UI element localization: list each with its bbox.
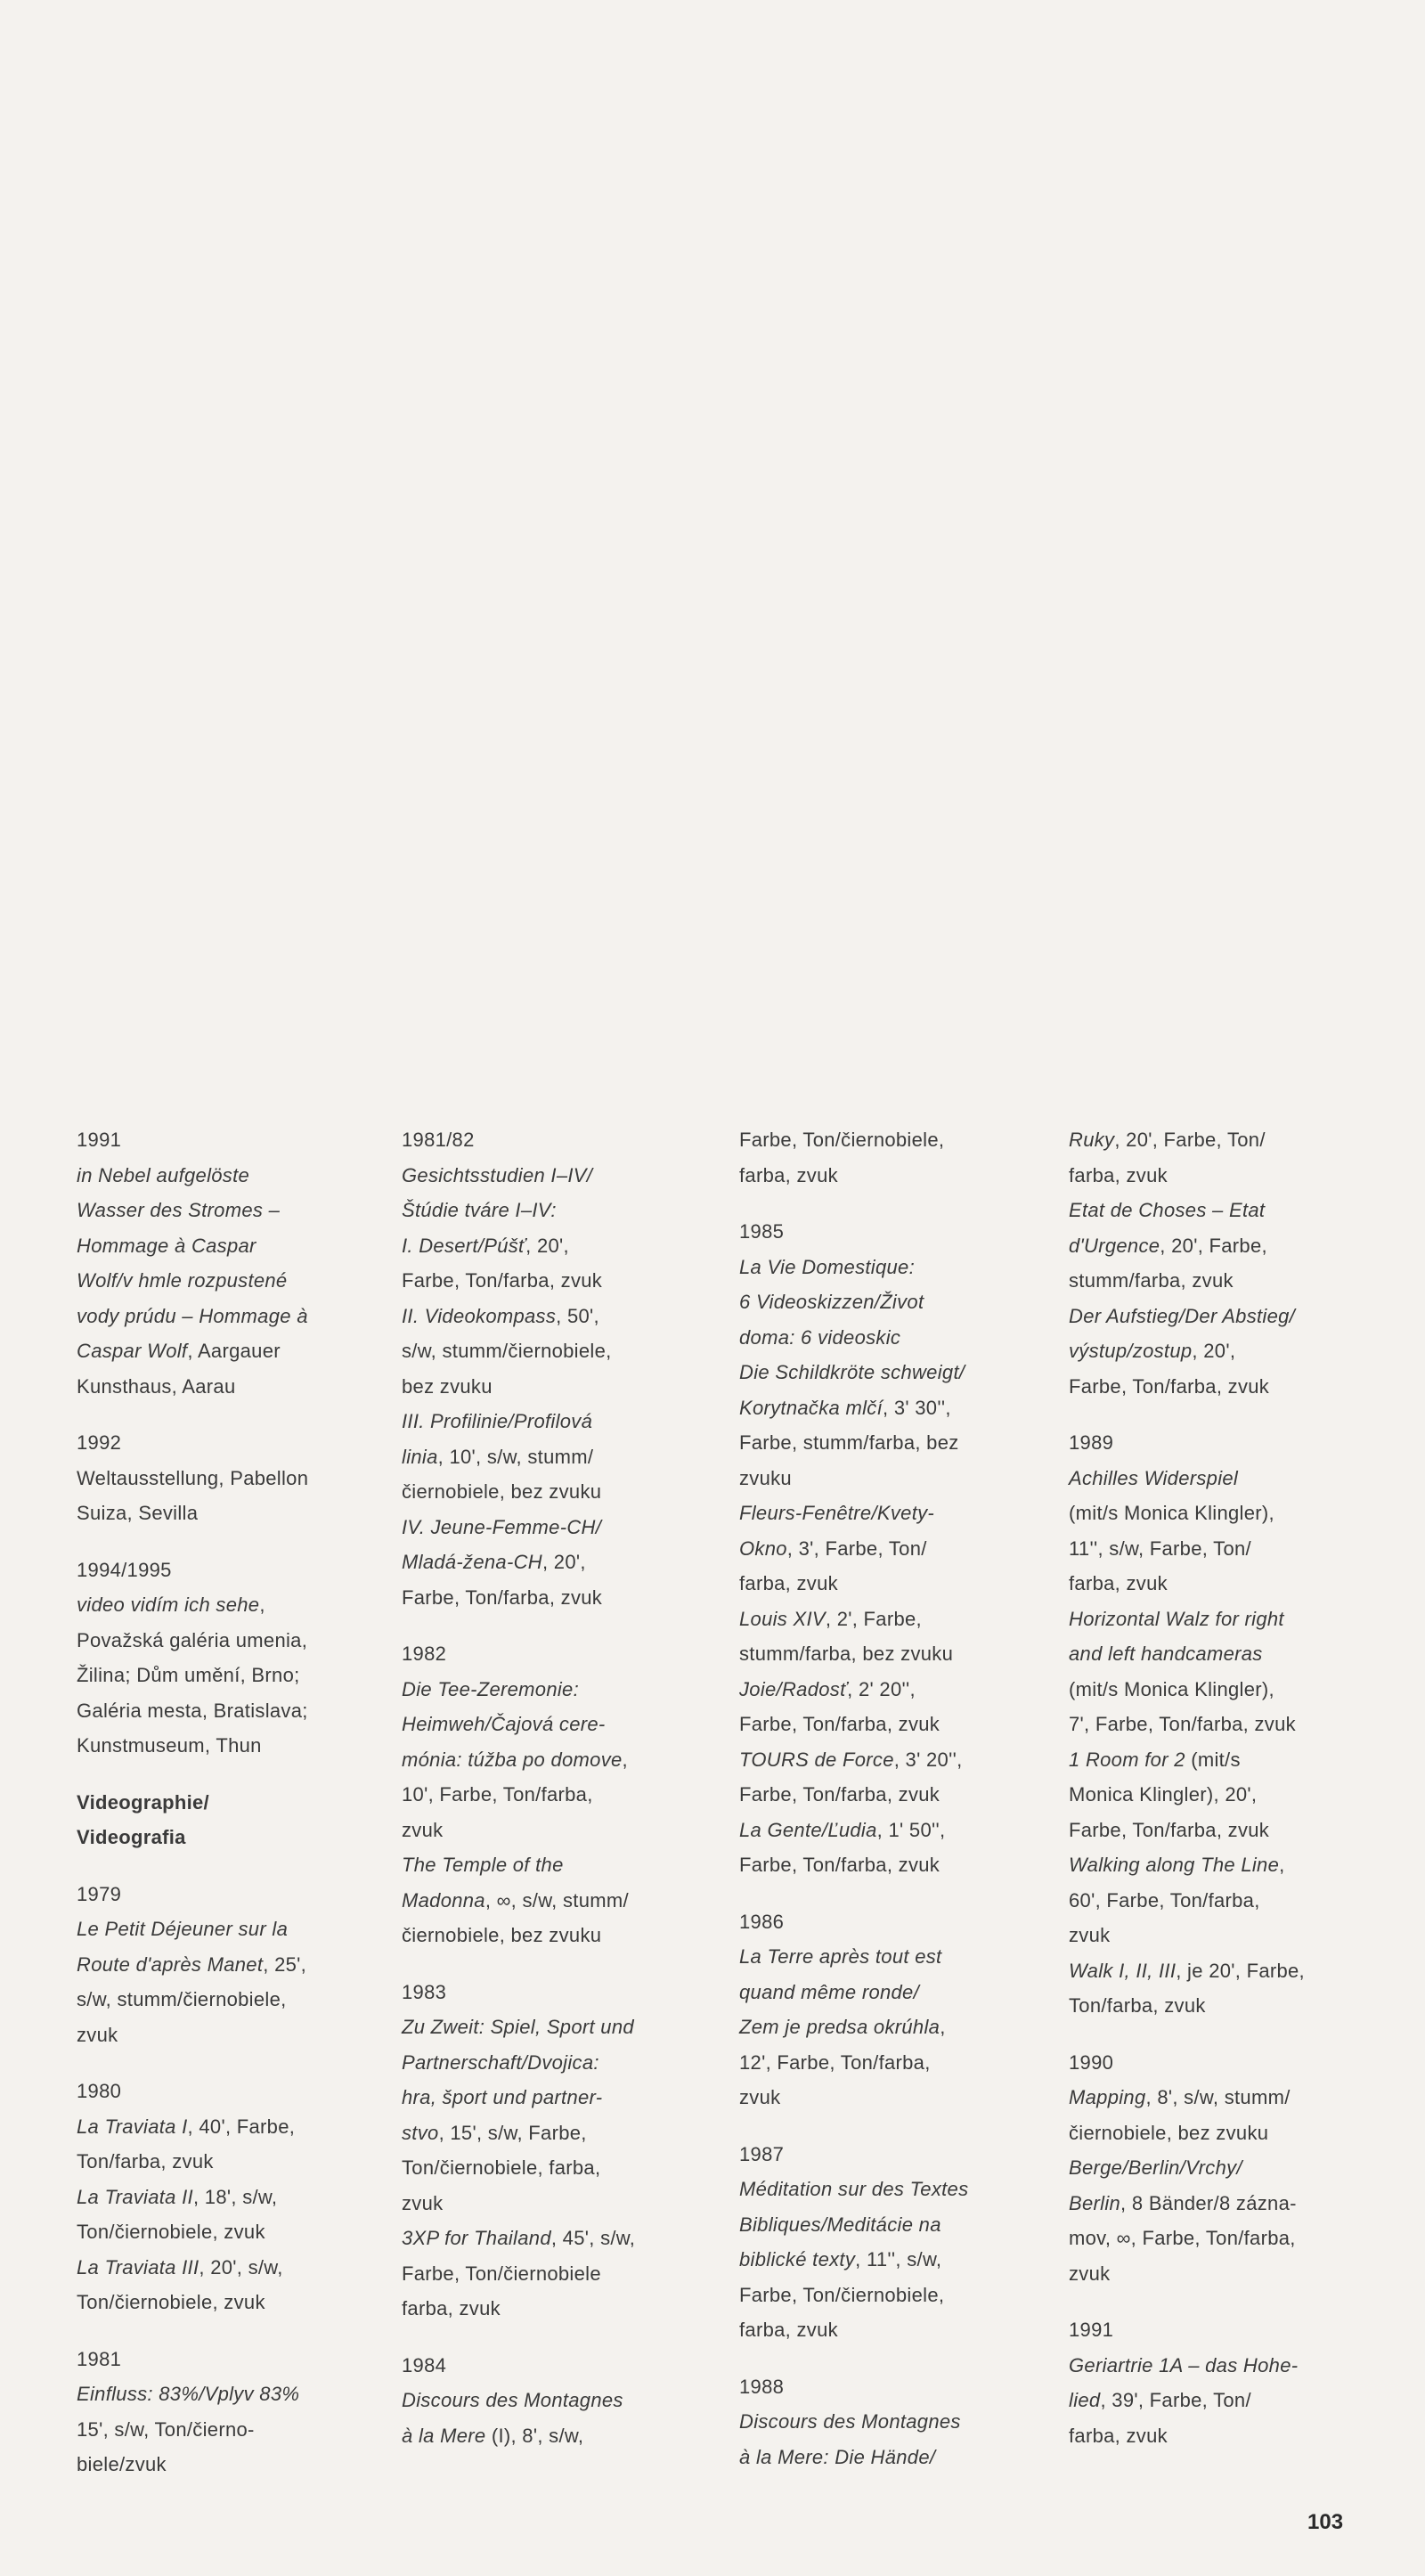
entry-line: farba, zvuk [739, 1572, 838, 1594]
entry-line: Farbe, Ton/farba, zvuk [739, 1783, 940, 1806]
entry-block [402, 1122, 696, 1615]
entry-line [402, 1742, 696, 1778]
detail-text: , 3', Farbe, Ton/ [786, 1537, 927, 1560]
entry-line: Die Schildkröte schweigt/ [739, 1361, 965, 1383]
year-heading: 1992 [77, 1431, 122, 1454]
entry-line: Farbe, Ton/farba, zvuk [739, 1713, 940, 1735]
entry-line: farba, zvuk [1069, 1572, 1168, 1594]
section-heading: Videografia [77, 1826, 186, 1848]
entry-line: zvuk [1069, 1924, 1111, 1946]
entry-line: Méditation sur des Textes [739, 2178, 969, 2200]
entry-line [402, 2418, 696, 2454]
detail-text: , 8', s/w, stumm/ [1145, 2086, 1291, 2108]
detail-text: , [259, 1594, 265, 1616]
year-heading: 1980 [77, 2080, 122, 2102]
entry-line: Berge/Berlin/Vrchy/ [1069, 2156, 1242, 2179]
entry-line: farba, zvuk [402, 2297, 501, 2319]
entry-line: Die Tee-Zeremonie: [402, 1677, 580, 1700]
entry-line: farba, zvuk [1069, 1163, 1168, 1186]
year-heading: 1994/1995 [77, 1558, 172, 1581]
entry-line: Ton/farba, zvuk [77, 2150, 214, 2172]
detail-text: (mit/s [1185, 1748, 1241, 1771]
entry-line: Kunsthaus, Aarau [77, 1374, 236, 1398]
entry-line: quand même ronde/ [739, 1980, 920, 2003]
entry-line [1069, 1742, 1363, 1778]
entry-block [739, 1214, 1033, 1883]
entry-line: čiernobiele, bez zvuku [402, 1924, 602, 1946]
entry-line: The Temple of the [402, 1854, 564, 1876]
entry-block [1069, 1425, 1363, 2024]
title-text: Zem je predsa okrúhla [739, 2016, 940, 2038]
title-text: Walking along The Line [1069, 1854, 1280, 1876]
entry-line: stumm/farba, bez zvuku [739, 1643, 954, 1665]
title-text: Mladá-žena-CH [402, 1551, 542, 1573]
entry-line: zvuk [1069, 2262, 1111, 2285]
entry-line: čiernobiele, bez zvuku [402, 1480, 602, 1503]
entry-line: vody prúdu – Hommage à [77, 1304, 308, 1327]
title-text: 3XP for Thailand [402, 2227, 551, 2249]
entry-line: à la Mere: Die Hände/ [739, 2445, 936, 2468]
entry-line [1069, 2383, 1363, 2418]
title-text: Caspar Wolf [77, 1340, 188, 1362]
title-text: I. Desert/Púšť [402, 1234, 526, 1257]
detail-text: , 25', [263, 1952, 307, 1976]
entry-line: Farbe, Ton/farba, zvuk [402, 1586, 603, 1609]
detail-text: , 39', Farbe, Ton/ [1100, 2389, 1251, 2411]
entry-line: Heimweh/Čajová cere- [402, 1713, 606, 1735]
year-heading: 1981/82 [402, 1129, 475, 1151]
entry-line: 60', Farbe, Ton/farba, [1069, 1888, 1260, 1912]
text-column-1 [77, 1122, 370, 2504]
entry-block [77, 1122, 370, 1404]
entry-line: Wolf/v hmle rozpustené [77, 1269, 288, 1292]
page-number: 103 [1307, 2510, 1344, 2534]
entry-line: mov, ∞, Farbe, Ton/farba, [1069, 2227, 1296, 2249]
entry-line [402, 1299, 696, 1334]
entry-line: 7', Farbe, Ton/farba, zvuk [1069, 1713, 1296, 1735]
year-heading: 1983 [402, 1980, 447, 2003]
title-text: Korytnačka mlčí [739, 1396, 883, 1419]
entry-line [402, 1228, 696, 1264]
entry-block [77, 1877, 370, 2053]
detail-text: , 11'', s/w, [855, 2248, 942, 2270]
entry-line: Monica Klingler), 20', [1069, 1783, 1258, 1806]
detail-text: , 45', s/w, [550, 2227, 636, 2249]
title-text: d'Urgence [1069, 1234, 1160, 1257]
title-text: Walk I, II, III [1069, 1959, 1177, 1982]
entry-block [77, 1553, 370, 1764]
entry-line: III. Profilinie/Profilová [402, 1410, 593, 1432]
title-text: Okno [739, 1537, 787, 1560]
detail-text: (I), 8', s/w, [485, 2424, 584, 2447]
entry-line: IV. Jeune-Femme-CH/ [402, 1515, 602, 1538]
entry-line [1069, 1953, 1363, 1989]
title-text: La Gente/Ľudia [739, 1818, 877, 1841]
title-text: à la Mere [402, 2424, 486, 2447]
entry-block [402, 1636, 696, 1953]
title-text: Mapping [1069, 2086, 1146, 2108]
year-heading: 1979 [77, 1882, 122, 1905]
entry-line [402, 2221, 696, 2256]
entry-line [402, 1883, 696, 1919]
text-column-2 [402, 1122, 696, 2474]
entry-block [739, 2369, 1033, 2475]
detail-text: , [622, 1748, 628, 1771]
entry-line [77, 1947, 370, 1983]
detail-text: , 3' 30'', [883, 1396, 951, 1419]
entry-line: Farbe, Ton/farba, zvuk [1069, 1374, 1270, 1398]
entry-line [77, 2180, 370, 2215]
entry-line: Suiza, Sevilla [77, 1502, 199, 1524]
entry-line: Ton/čiernobiele, zvuk [77, 2221, 265, 2243]
detail-text: , 2' 20'', [847, 1677, 916, 1700]
title-text: La Traviata II [77, 2185, 193, 2208]
entry-line [739, 1390, 1033, 1426]
detail-text: , 8 Bänder/8 zázna- [1120, 2191, 1297, 2214]
entry-line: Ton/farba, zvuk [1069, 1994, 1206, 2017]
entry-line: Farbe, Ton/čiernobiele, [739, 1129, 945, 1151]
entry-line: in Nebel aufgelöste [77, 1163, 250, 1186]
entry-line: 10', Farbe, Ton/farba, [402, 1783, 593, 1806]
entry-line: Farbe, Ton/farba, zvuk [1069, 1818, 1270, 1841]
title-text: TOURS de Force [739, 1748, 894, 1771]
detail-text: , 20', Farbe, Ton/ [1114, 1129, 1266, 1151]
year-heading: 1987 [739, 2142, 785, 2165]
title-text: Joie/Radosť [739, 1677, 848, 1700]
entry-line: Zu Zweit: Spiel, Sport und [402, 2016, 634, 2038]
entry-block [77, 2074, 370, 2320]
entry-line: zvuk [402, 1818, 444, 1841]
entry-line: Partnerschaft/Dvojica: [402, 2050, 599, 2074]
entry-line: Farbe, Ton/čiernobiele, [739, 2283, 945, 2306]
entry-line: zvuk [402, 2191, 444, 2214]
title-text: mónia: túžba po domove [402, 1748, 623, 1771]
detail-text: , 20', s/w, [199, 2255, 283, 2278]
detail-text: , je 20', Farbe, [1176, 1959, 1305, 1982]
entry-line: Der Aufstieg/Der Abstieg/ [1069, 1304, 1296, 1327]
entry-line [1069, 2080, 1363, 2115]
entry-line [739, 1672, 1033, 1708]
detail-text: , 50', [556, 1304, 599, 1327]
detail-text: , 10', s/w, stumm/ [437, 1445, 594, 1468]
entry-line: Hommage à Caspar [77, 1234, 256, 1257]
title-text: Madonna [402, 1888, 485, 1912]
entry-line [1069, 1228, 1363, 1264]
entry-line: čiernobiele, bez zvuku [1069, 2121, 1269, 2144]
entry-line [77, 2250, 370, 2286]
entry-line: bez zvuku [402, 1374, 493, 1398]
entry-line: Horizontal Walz for right [1069, 1607, 1284, 1630]
entry-line: farba, zvuk [1069, 2424, 1168, 2447]
entry-line: Discours des Montagnes [402, 2389, 623, 2411]
entry-line: Galéria mesta, Bratislava; [77, 1699, 308, 1722]
entry-line [1069, 1333, 1363, 1369]
entry-line: Fleurs-Fenêtre/Kvety- [739, 1502, 935, 1524]
entry-line: zvuk [77, 2023, 118, 2046]
year-heading: 1986 [739, 1910, 785, 1933]
title-text: lied [1069, 2389, 1101, 2411]
entry-line: biele/zvuk [77, 2453, 167, 2475]
entry-block [77, 1425, 370, 1531]
text-column-4 [1069, 1122, 1363, 2474]
entry-line: Považská galéria umenia, [77, 1628, 308, 1651]
entry-line: 6 Videoskizzen/Život [739, 1291, 924, 1313]
entry-line: Geriartrie 1A – das Hohe- [1069, 2353, 1299, 2376]
entry-line [739, 1742, 1033, 1778]
entry-line: Farbe, Ton/farba, zvuk [402, 1269, 603, 1292]
year-heading: 1991 [77, 1129, 122, 1151]
detail-text: , 15', s/w, Farbe, [438, 2121, 587, 2144]
entry-line [1069, 1122, 1363, 1158]
entry-line: (mit/s Monica Klingler), [1069, 1677, 1274, 1700]
entry-line: Weltausstellung, Pabellon [77, 1466, 309, 1489]
entry-line: Farbe, Ton/farba, zvuk [739, 1854, 940, 1876]
entry-line: stumm/farba, zvuk [1069, 1269, 1234, 1292]
title-text: II. Videokompass [402, 1304, 557, 1327]
entry-line: s/w, stumm/čiernobiele, [77, 1988, 287, 2010]
title-text: linia [402, 1445, 438, 1468]
entry-line: Kunstmuseum, Thun [77, 1734, 262, 1757]
detail-text: , Aargauer [187, 1340, 281, 1362]
entry-block [739, 1904, 1033, 2115]
detail-text: , 20', [525, 1234, 569, 1257]
title-text: Berlin [1069, 2191, 1121, 2214]
entry-line: 12', Farbe, Ton/farba, [739, 2050, 931, 2074]
detail-text: , 20', [1192, 1340, 1236, 1362]
entry-line: Le Petit Déjeuner sur la [77, 1918, 289, 1940]
entry-line: s/w, stumm/čiernobiele, [402, 1340, 612, 1362]
entry-line: farba, zvuk [739, 1163, 838, 1186]
entry-line: Gesichtsstudien I–IV/ [402, 1163, 593, 1186]
entry-line [739, 1813, 1033, 1848]
entry-line: Einfluss: 83%/Vplyv 83% [77, 2383, 300, 2405]
entry-line: Farbe, Ton/čiernobiele [402, 2262, 601, 2285]
entry-line: Etat de Choses – Etat [1069, 1199, 1266, 1221]
entry-line: 11'', s/w, Farbe, Ton/ [1069, 1537, 1251, 1560]
title-text: La Traviata III [77, 2255, 200, 2278]
entry-line: (mit/s Monica Klingler), [1069, 1502, 1274, 1524]
entry-line: Farbe, stumm/farba, bez [739, 1431, 959, 1454]
entry-block [1069, 2045, 1363, 2292]
entry-line [739, 2009, 1033, 2045]
entry-block [77, 1785, 370, 1855]
entry-line: Štúdie tváre I–IV: [402, 1199, 557, 1221]
section-heading: Videographie/ [77, 1790, 209, 1814]
entry-line [77, 2109, 370, 2145]
entry-line [402, 2115, 696, 2151]
title-text: výstup/zostup [1069, 1340, 1193, 1362]
entry-line [402, 1545, 696, 1580]
title-text: video vidím ich sehe [77, 1594, 260, 1616]
detail-text: , [940, 2016, 946, 2038]
entry-block [402, 2348, 696, 2454]
entry-line [402, 1439, 696, 1475]
entry-line: zvuku [739, 1466, 792, 1489]
entry-line: Wasser des Stromes – [77, 1199, 281, 1221]
year-heading: 1985 [739, 1220, 785, 1243]
entry-line: Discours des Montagnes [739, 2410, 961, 2433]
entry-line: La Terre après tout est [739, 1945, 942, 1968]
entry-line: doma: 6 videoskic [739, 1325, 901, 1349]
entry-line: farba, zvuk [739, 2319, 838, 2341]
entry-line [77, 1333, 370, 1369]
entry-block [402, 1975, 696, 2327]
entry-line: and left handcameras [1069, 1643, 1263, 1665]
detail-text: , 1' 50'', [876, 1818, 946, 1841]
year-heading: 1981 [77, 2347, 122, 2370]
entry-line: hra, šport und partner- [402, 2086, 603, 2108]
entry-line: Bibliques/Meditácie na [739, 2213, 941, 2236]
entry-block [739, 2137, 1033, 2348]
year-heading: 1982 [402, 1643, 447, 1665]
title-text: Louis XIV [739, 1607, 826, 1630]
entry-line [739, 1531, 1033, 1567]
detail-text: , 20', [542, 1551, 586, 1573]
detail-text: , 2', Farbe, [825, 1607, 922, 1630]
detail-text: , 18', s/w, [192, 2185, 278, 2208]
year-heading: 1991 [1069, 2319, 1114, 2341]
detail-text: , 3' 20'', [893, 1748, 963, 1771]
entry-line [739, 1602, 1033, 1637]
title-text: Route d'après Manet [77, 1952, 264, 1976]
year-heading: 1988 [739, 2375, 785, 2398]
text-column-3 [739, 1122, 1033, 2496]
detail-text: , 20', Farbe, [1160, 1234, 1267, 1257]
entry-line: zvuk [739, 2086, 781, 2108]
entry-block [1069, 2312, 1363, 2453]
entry-line: Achilles Widerspiel [1069, 1466, 1239, 1489]
entry-line: Ton/čiernobiele, zvuk [77, 2291, 265, 2313]
entry-line: 15', s/w, Ton/čierno- [77, 2417, 255, 2441]
entry-line [1069, 2186, 1363, 2221]
title-text: Ruky [1069, 1129, 1115, 1151]
title-text: stvo [402, 2121, 439, 2144]
entry-line [739, 2242, 1033, 2278]
detail-text: , [1279, 1854, 1285, 1876]
title-text: 1 Room for 2 [1069, 1748, 1185, 1771]
detail-text: , 40', Farbe, [187, 2115, 296, 2138]
entry-line: Ton/čiernobiele, farba, [402, 2156, 601, 2179]
entry-block [77, 2342, 370, 2482]
title-text: La Traviata I [77, 2115, 188, 2138]
entry-line: La Vie Domestique: [739, 1255, 915, 1278]
year-heading: 1990 [1069, 2050, 1114, 2074]
entry-line: Žilina; Dům umění, Brno; [77, 1664, 300, 1686]
detail-text: , ∞, s/w, stumm/ [484, 1888, 629, 1912]
year-heading: 1989 [1069, 1431, 1114, 1454]
entry-block [1069, 1122, 1363, 1404]
year-heading: 1984 [402, 2353, 447, 2376]
entry-line [77, 1587, 370, 1623]
title-text: biblické texty [739, 2248, 856, 2270]
entry-block [739, 1122, 1033, 1193]
entry-line [1069, 1847, 1363, 1883]
